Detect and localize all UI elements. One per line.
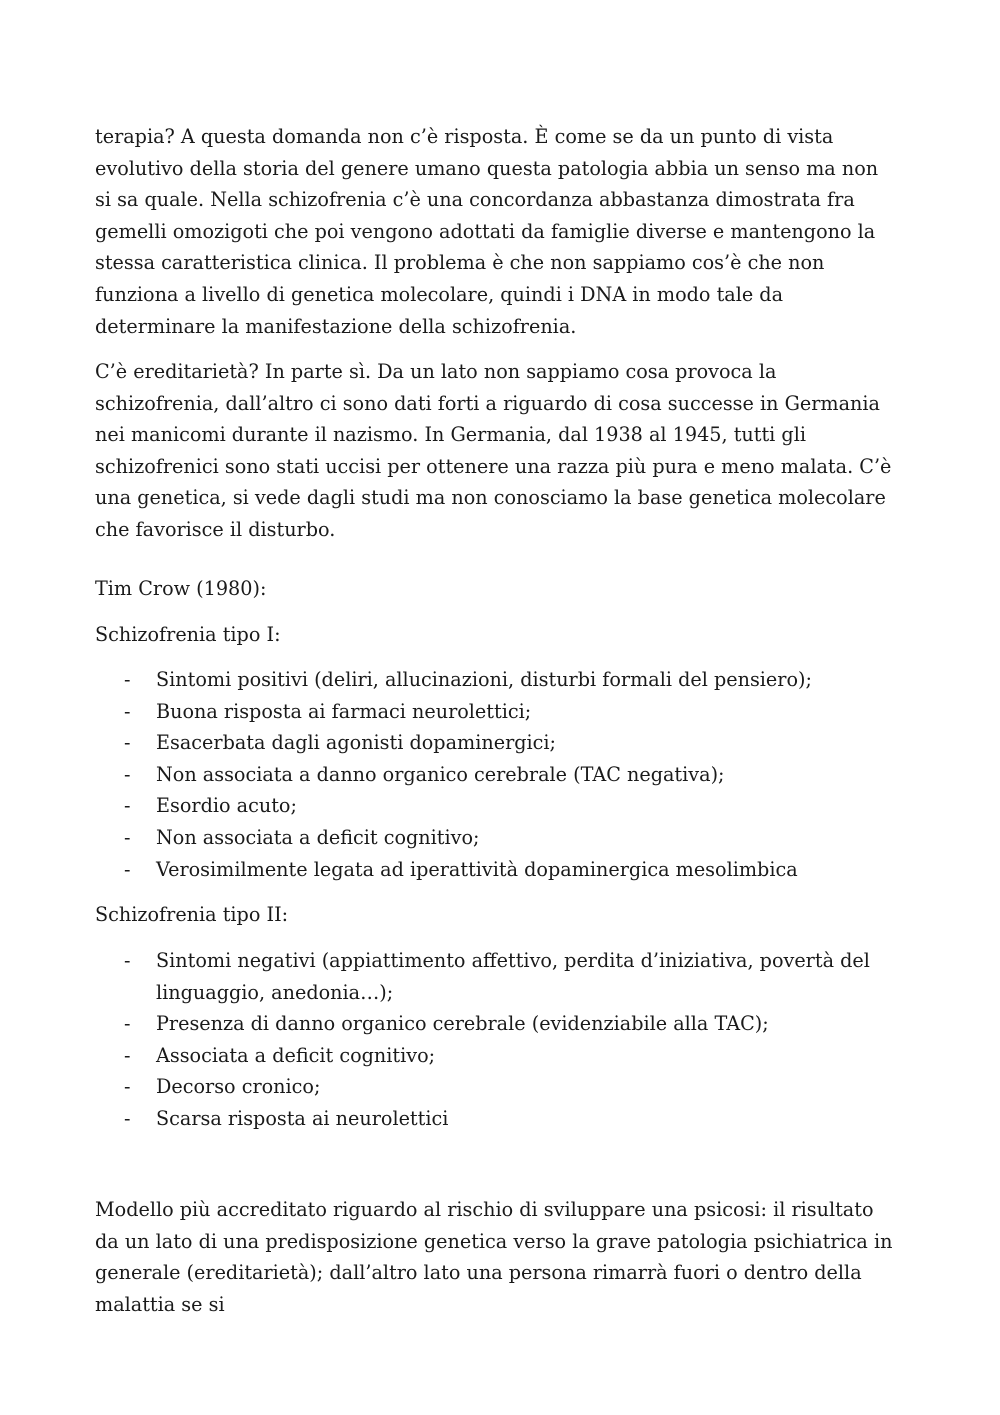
dash-bullet: - [124, 1075, 131, 1099]
list-item [95, 759, 895, 791]
list-item [95, 822, 895, 854]
list-item-text: Esordio acuto; [156, 794, 297, 818]
paragraph-genetics-question: terapia? A questa domanda non c’è risposta. È come se da un punto di vista evolutivo della storia del genere umano questa patologia abbia un senso ma non si sa quale. Nella schizofrenia c’è una concordanza abbastanza dimostrata fra gemelli omozigoti che poi vengono adottati da famiglie diverse e mantengono la stessa caratteristica clinica. Il problema è che non sappiamo cos’è che non funziona a livello di genetica molecolare, quindi i DNA in modo tale da determinare la manifestazione della schizofrenia. [95, 125, 879, 338]
list-item [95, 1008, 895, 1040]
paragraph-heredity: C’è ereditarietà? In parte sì. Da un lato non sappiamo cosa provoca la schizofrenia, dall’altro ci sono dati forti a riguardo di cosa successe in Germania nei manicomi durante il nazismo. In Germania, dal 1938 al 1945, tutti gli schizofrenici sono stati uccisi per ottenere una razza più pura e meno malata. C’è una genetica, si vede dagli studi ma non conosciamo la base genetica molecolare che favorisce il disturbo. [95, 360, 892, 541]
list-item-text: Esacerbata dagli agonisti dopaminergici; [156, 731, 557, 755]
dash-bullet: - [124, 949, 131, 972]
dash-bullet: - [124, 857, 131, 881]
paragraph-psychosis-model: Modello più accreditato riguardo al rischio di sviluppare una psicosi: il risultato da un lato di una predisposizione genetica verso la grave patologia psichiatrica in generale (ereditarietà); dall’altro lato una persona rimarrà fuori o dentro della malattia se si [95, 1198, 893, 1316]
list-item [95, 1103, 895, 1135]
dash-bullet: - [124, 762, 131, 786]
list-item [95, 854, 895, 886]
list-item-text: Associata a deficit cognitivo; [156, 1043, 436, 1067]
list-item-text: Presenza di danno organico cerebrale (evidenziabile alla TAC); [156, 1012, 769, 1036]
dash-bullet: - [124, 731, 131, 755]
list-item [95, 696, 895, 728]
list-item-text: Decorso cronico; [156, 1075, 321, 1099]
dash-bullet: - [124, 699, 131, 723]
list-item [95, 664, 895, 696]
list-item-text: Verosimilmente legata ad iperattività dopaminergica mesolimbica [156, 857, 798, 881]
dash-bullet: - [124, 1012, 131, 1036]
heading-schizophrenia-type-2: Schizofrenia tipo II: [95, 903, 289, 926]
list-item-text: Non associata a deficit cognitivo; [156, 825, 480, 849]
list-item-text: Sintomi positivi (deliri, allucinazioni, disturbi formali del pensiero); [156, 668, 812, 691]
list-item-text: Buona risposta ai farmaci neurolettici; [156, 699, 532, 723]
type-2-list [95, 945, 895, 1135]
list-item [95, 790, 895, 822]
dash-bullet: - [124, 825, 131, 849]
list-item [95, 1040, 895, 1072]
dash-bullet: - [124, 1106, 131, 1130]
dash-bullet: - [124, 1043, 131, 1067]
type-1-list [95, 664, 895, 885]
list-item [95, 1071, 895, 1103]
list-item-text: Scarsa risposta ai neurolettici [156, 1106, 449, 1130]
list-item-text: Non associata a danno organico cerebrale (TAC negativa); [156, 762, 725, 786]
dash-bullet: - [124, 794, 131, 818]
heading-schizophrenia-type-1: Schizofrenia tipo I: [95, 623, 281, 646]
list-item-text: Sintomi negativi (appiattimento affettivo, perdita d’iniziativa, povertà del linguaggio, anedonia…); [156, 949, 870, 1004]
dash-bullet: - [124, 668, 131, 691]
list-item [95, 945, 895, 1008]
list-item [95, 727, 895, 759]
heading-tim-crow: Tim Crow (1980): [95, 577, 267, 600]
